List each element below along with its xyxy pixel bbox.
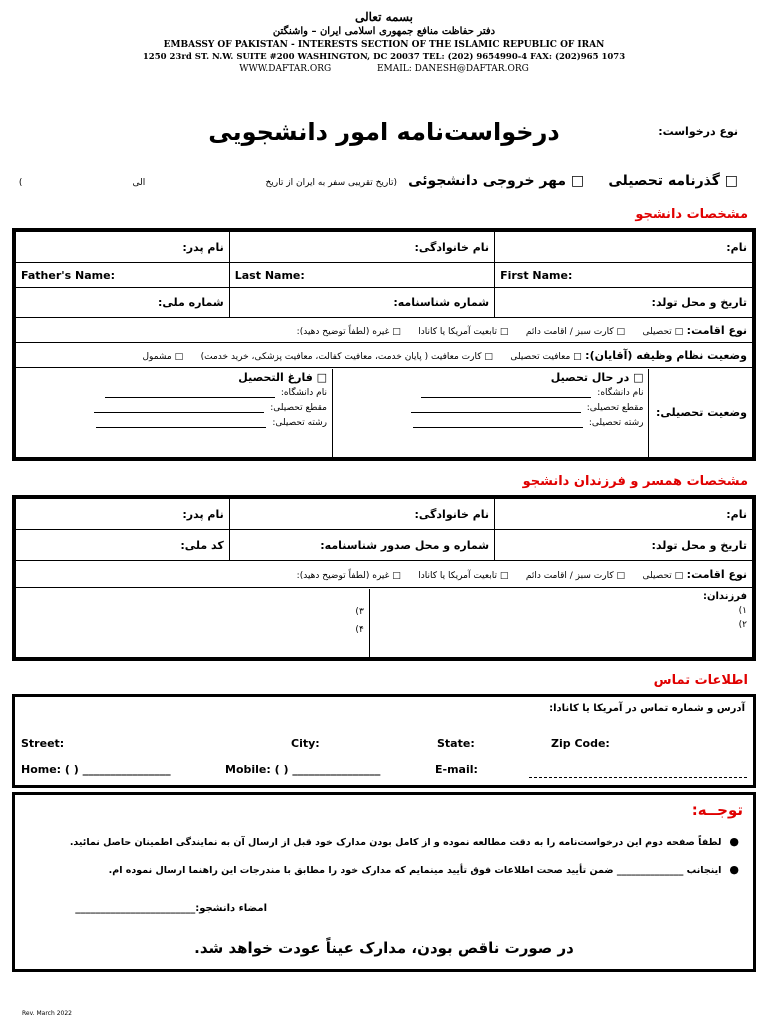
spouse-first-name-field[interactable]: نام:: [495, 499, 753, 530]
child-1[interactable]: ۱): [738, 605, 747, 616]
street-field[interactable]: Street:: [21, 737, 65, 750]
grad-major-label: رشته تحصیلی:: [272, 417, 327, 428]
spouse-birth-field[interactable]: تاریخ و محل تولد:: [495, 530, 753, 561]
grad-degree-label: مقطع تحصیلی:: [270, 402, 327, 413]
home-phone-field[interactable]: Home: ( ) ________________: [21, 763, 171, 776]
current-major-input[interactable]: [413, 427, 583, 428]
military-row: [16, 343, 753, 368]
student-section-title: مشخصات دانشجو: [635, 207, 748, 222]
embassy-name: EMBASSY OF PAKISTAN - INTERESTS SECTION OF THE ISLAMIC REPUBLIC OF IRAN: [163, 40, 605, 50]
notes-title: توجــه:: [691, 801, 743, 819]
military-label: وضعیت نظام وظیفه (آقایان):: [585, 348, 747, 362]
children-label: فرزندان:: [702, 590, 747, 602]
spouse-section-title: مشخصات همسر و فرزندان دانشجو: [522, 474, 748, 489]
edu-current-checkbox[interactable]: □ در حال تحصیل: [550, 370, 644, 384]
spouse-residence-label: نوع اقامت:: [686, 567, 747, 581]
opt-passport[interactable]: □ گذرنامه تحصیلی: [608, 173, 738, 189]
travel-date-note: (تاریخ تقریبی سفر به ایران از تاریخ: [265, 178, 398, 188]
id-number-field[interactable]: شماره شناسنامه:: [229, 288, 494, 318]
children-block-2: [16, 589, 369, 657]
mil-student-checkbox[interactable]: □ معافیت تحصیلی: [510, 351, 582, 362]
zip-field[interactable]: Zip Code:: [551, 737, 610, 750]
spouse-id-issue-field[interactable]: شماره و محل صدور شناسنامه:: [229, 530, 494, 561]
spouse-residence-row: [16, 561, 753, 588]
mil-exempt-checkbox[interactable]: □ کارت معافیت ( پایان خدمت، معافیت کفالت، معافیت پزشکی، خرید خدمت): [200, 351, 493, 362]
note-bullet-1: ●لطفاً صفحه دوم این درخواست‌نامه را به دقت مطالعه نموده و از کامل بودن مدارک خود قبل از ارسال آن به نمایندگی اطمینان حاصل نمائید.: [69, 835, 739, 848]
first-name-fa-field[interactable]: نام:: [495, 232, 753, 263]
spouse-res-student-checkbox[interactable]: □ تحصیلی: [642, 570, 684, 581]
request-type-label: نوع درخواست:: [658, 125, 738, 138]
child-2[interactable]: ۲): [738, 619, 747, 630]
res-student-checkbox[interactable]: □ تحصیلی: [642, 326, 684, 337]
contact-section-title: اطلاعات تماس: [653, 673, 748, 688]
basmala: بسمه تعالی: [354, 10, 414, 24]
note-bullet-1-text: لطفاً صفحه دوم این درخواست‌نامه را به دقت مطالعه نموده و از کامل بودن مدارک خود قبل از ارسال آن به نمایندگی اطمینان حاصل نمائید.: [69, 837, 722, 848]
edu-current-block: [333, 369, 649, 457]
note-bullet-2-text: اینجانب ______________ ضمن تأیید صحت اطلاعات فوق تأیید مینمایم که مدارک خود را مطابق با مندرجات این راهنما ارسال نموده ام.: [108, 865, 722, 876]
res-other-checkbox[interactable]: □ غیره (لطفاً توضیح دهید):: [296, 326, 401, 337]
res-citizen-checkbox[interactable]: □ تابعیت آمریکا یا کانادا: [418, 326, 509, 337]
contact-box: [12, 694, 756, 788]
residence-label: نوع اقامت:: [686, 323, 747, 337]
grad-degree-input[interactable]: [94, 412, 264, 413]
revision-note: Rev. March 2022: [22, 1010, 72, 1017]
father-name-fa-field[interactable]: نام پدر:: [16, 232, 230, 263]
embassy-address: 1250 23rd ST. N.W. SUITE #200 WASHINGTON, DC 20037 TEL: (202) 9654990-4 FAX: (202)965 1073: [142, 52, 626, 62]
mil-subject-checkbox[interactable]: □ مشمول: [142, 351, 184, 362]
children-block-1: [369, 589, 752, 657]
national-id-field[interactable]: شماره ملی:: [16, 288, 230, 318]
first-name-en-field[interactable]: First Name:: [495, 263, 753, 288]
current-degree-input[interactable]: [411, 412, 581, 413]
signature-field[interactable]: امضاء دانشجو:________________________: [75, 903, 267, 914]
note-bullet-2: ●اینجانب ______________ ضمن تأیید صحت اطلاعات فوق تأیید مینمایم که مدارک خود را مطابق با مندرجات این راهنما ارسال نموده ام.: [108, 863, 739, 876]
email-field[interactable]: E-mail:: [435, 763, 478, 776]
grad-university-input[interactable]: [105, 397, 275, 398]
spouse-father-name-field[interactable]: نام پدر:: [16, 499, 230, 530]
return-warning: در صورت ناقص بودن، مدارک عیناً عودت خواهد شد.: [194, 939, 574, 957]
contact-web-email: [0, 64, 768, 74]
grad-university-label: نام دانشگاه:: [280, 387, 327, 398]
address-prompt: آدرس و شماره تماس در آمریکا یا کانادا:: [549, 703, 745, 714]
grad-major-input[interactable]: [96, 427, 266, 428]
form-title: درخواست‌نامه امور دانشجویی: [208, 118, 560, 146]
opt-exit-stamp[interactable]: □ مهر خروجی دانشجوئی: [408, 173, 585, 189]
state-field[interactable]: State:: [437, 737, 475, 750]
residence-row: [16, 318, 753, 343]
birth-field[interactable]: تاریخ و محل تولد:: [495, 288, 753, 318]
spouse-res-green-card-checkbox[interactable]: □ کارت سبز / اقامت دائم: [525, 570, 625, 581]
office-name-fa: دفتر حفاظت منافع جمهوری اسلامی ایران – واشنگتن: [272, 26, 496, 37]
last-name-fa-field[interactable]: نام خانوادگی:: [229, 232, 494, 263]
spouse-res-other-checkbox[interactable]: □ غیره (لطفاً توضیح دهید):: [296, 570, 401, 581]
res-green-card-checkbox[interactable]: □ کارت سبز / اقامت دائم: [525, 326, 625, 337]
notes-box: [12, 792, 756, 972]
current-university-label: نام دانشگاه:: [597, 387, 644, 398]
edu-graduated-block: [16, 369, 333, 457]
current-degree-label: مقطع تحصیلی:: [586, 402, 644, 413]
spouse-res-citizen-checkbox[interactable]: □ تابعیت آمریکا یا کانادا: [418, 570, 509, 581]
edu-label: وضعیت تحصیلی:: [649, 369, 752, 457]
spouse-national-code-field[interactable]: کد ملی:: [16, 530, 230, 561]
mobile-phone-field[interactable]: Mobile: ( ) ________________: [225, 763, 381, 776]
edu-graduated-checkbox[interactable]: □ فارغ التحصیل: [238, 370, 327, 384]
website-link[interactable]: WWW.DAFTAR.ORG: [239, 64, 332, 74]
current-major-label: رشته تحصیلی:: [588, 417, 644, 428]
email-link[interactable]: EMAIL: DANESH@DAFTAR.ORG: [376, 64, 529, 74]
student-info-box: [12, 228, 756, 461]
until-label: الی: [132, 178, 146, 188]
request-options: [18, 170, 738, 189]
child-3[interactable]: ۳): [355, 606, 364, 617]
email-input-line[interactable]: [529, 777, 747, 778]
spouse-last-name-field[interactable]: نام خانوادگی:: [229, 499, 494, 530]
spouse-info-box: [12, 495, 756, 661]
current-university-input[interactable]: [421, 397, 591, 398]
children-row: [16, 588, 753, 658]
city-field[interactable]: City:: [291, 737, 320, 750]
father-name-en-field[interactable]: Father's Name:: [16, 263, 230, 288]
close-paren: ): [18, 178, 23, 188]
child-4[interactable]: ۴): [355, 624, 364, 635]
last-name-en-field[interactable]: Last Name:: [229, 263, 494, 288]
education-row: [16, 368, 753, 458]
